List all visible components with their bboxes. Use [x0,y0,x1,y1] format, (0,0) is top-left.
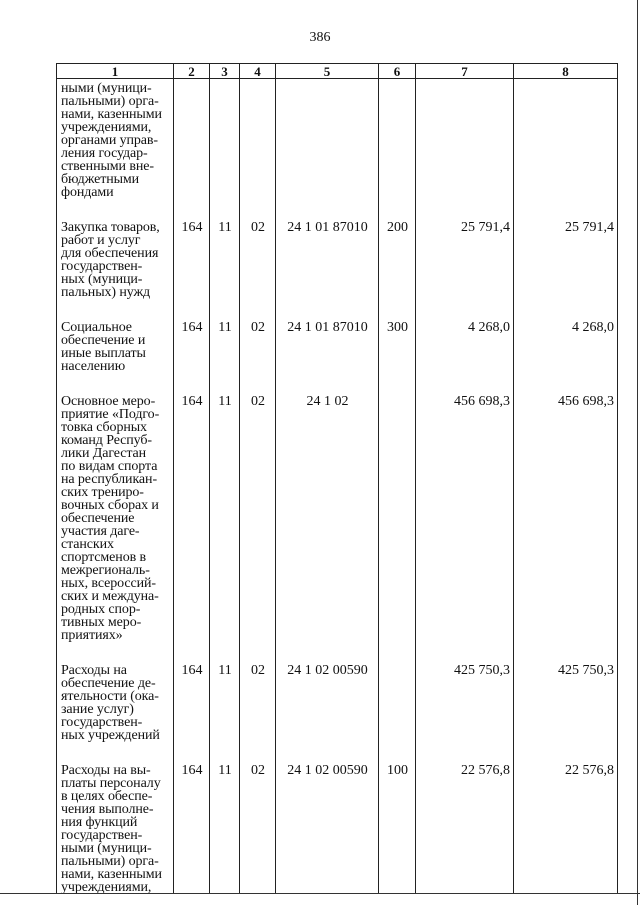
section-code: 11 [210,764,240,894]
spacer-cell [416,642,514,664]
description-line: иные выплаты [61,346,146,361]
description-line: спортсменов в [61,550,147,565]
description-line: Закупка товаров, [61,220,160,235]
description-line: ления государ- [61,146,148,161]
description-line: приятиях» [61,628,123,643]
row-description [57,79,174,200]
description-line: государствен- [61,828,143,843]
spacer-cell [379,299,416,321]
description-line: обеспечение [61,511,135,526]
description-line: товка сборных [61,420,147,435]
section-code: 11 [210,664,240,742]
page-edge-right [637,0,638,905]
subsection-code: 02 [240,664,276,742]
table-row [57,664,618,742]
spacer-cell [379,642,416,664]
spacer-cell [276,299,379,321]
amount-approved: 22 576,8 [416,764,514,894]
description-line: ских и междуна- [61,589,159,604]
description-line: учреждениями, [61,880,152,895]
description-line: нами, казенными [61,107,162,122]
description-line: фондами [61,185,114,200]
description-line: работ и услуг [61,233,141,248]
description-line: обеспечение и [61,333,146,348]
row-description [57,395,174,642]
description-line: команд Респуб- [61,433,152,448]
expense-type-code [379,79,416,200]
description-line: тивных меро- [61,615,142,630]
row-description [57,764,174,894]
description-line: чения выполне- [61,802,154,817]
description-line: пальными) орга- [61,94,159,109]
column-header: 6 [379,64,416,79]
ministry-code: 164 [174,764,210,894]
spacer-cell [416,742,514,764]
description-line: ными (муници- [61,81,152,96]
description-line: Основное меро- [61,394,156,409]
ministry-code: 164 [174,664,210,742]
target-article-code: 24 1 02 00590 [276,764,379,894]
spacer-cell [514,642,618,664]
description-line: обеспечение де- [61,676,156,691]
page-edge-bottom [0,893,640,894]
spacer-cell [379,373,416,395]
description-line: ных (муници- [61,272,143,287]
spacer-cell [379,742,416,764]
description-line: ных, всероссий- [61,576,156,591]
ministry-code: 164 [174,321,210,373]
description-line: ными (муници- [61,841,152,856]
amount-approved: 456 698,3 [416,395,514,642]
description-line: Социальное [61,320,132,335]
spacer-cell [240,373,276,395]
spacer-cell [276,373,379,395]
amount-total: 425 750,3 [514,664,618,742]
amount-total: 25 791,4 [514,221,618,299]
spacer-cell [276,742,379,764]
description-line: родных спор- [61,602,141,617]
subsection-code: 02 [240,395,276,642]
spacer-cell [240,199,276,221]
ministry-code: 164 [174,221,210,299]
description-line: бюджетными [61,172,140,187]
description-line: межрегиональ- [61,563,150,578]
description-line: Расходы на вы- [61,763,151,778]
subsection-code: 02 [240,764,276,894]
spacer-cell [379,199,416,221]
spacer-cell [416,299,514,321]
row-description [57,321,174,373]
spacer-cell [174,199,210,221]
expense-type-code: 200 [379,221,416,299]
target-article-code: 24 1 01 87010 [276,221,379,299]
description-line: ственными вне- [61,159,154,174]
target-article-code [276,79,379,200]
description-line: органами управ- [61,133,158,148]
description-line: учреждениями, [61,120,152,135]
target-article-code: 24 1 02 [276,395,379,642]
section-code: 11 [210,395,240,642]
description-line: приятие «Подго- [61,407,160,422]
table-row [57,79,618,200]
description-line: участия даге- [61,524,140,539]
spacer-cell [57,373,174,395]
description-line: пальных) нужд [61,285,151,300]
spacer-cell [57,199,174,221]
subsection-code: 02 [240,221,276,299]
column-header: 5 [276,64,379,79]
spacer-cell [57,742,174,764]
table-header-row [57,64,618,79]
spacer-cell [210,299,240,321]
description-line: Расходы на [61,663,127,678]
ministry-code: 164 [174,395,210,642]
table-row [57,764,618,894]
target-article-code: 24 1 01 87010 [276,321,379,373]
spacer-cell [57,299,174,321]
description-line: государствен- [61,715,143,730]
spacer-cell [210,199,240,221]
spacer-cell [514,199,618,221]
subsection-code: 02 [240,321,276,373]
description-line: по видам спорта [61,459,158,474]
description-line: лики Дагестан [61,446,147,461]
page-number: 386 [309,30,331,45]
row-description [57,221,174,299]
section-code [210,79,240,200]
subsection-code [240,79,276,200]
expense-type-code: 300 [379,321,416,373]
budget-table [56,63,618,894]
amount-total: 456 698,3 [514,395,618,642]
table-row [57,221,618,299]
spacer-cell [210,742,240,764]
description-line: нами, казенными [61,867,162,882]
amount-total [514,79,618,200]
column-header: 4 [240,64,276,79]
target-article-code: 24 1 02 00590 [276,664,379,742]
description-line: государствен- [61,259,143,274]
description-line: пальными) орга- [61,854,159,869]
description-line: населению [61,359,126,374]
column-header: 2 [174,64,210,79]
spacer-cell [174,742,210,764]
section-code: 11 [210,321,240,373]
row-spacer [57,299,618,321]
section-code: 11 [210,221,240,299]
spacer-cell [416,199,514,221]
spacer-cell [210,373,240,395]
amount-total: 22 576,8 [514,764,618,894]
table-body [57,79,618,895]
row-spacer [57,373,618,395]
spacer-cell [174,373,210,395]
amount-approved [416,79,514,200]
spacer-cell [276,199,379,221]
spacer-cell [416,373,514,395]
description-line: платы персоналу [61,776,161,791]
spacer-cell [240,742,276,764]
spacer-cell [57,642,174,664]
description-line: ятельности (ока- [61,689,159,704]
column-header: 7 [416,64,514,79]
description-line: ских трениро- [61,485,144,500]
amount-approved: 425 750,3 [416,664,514,742]
description-line: в целях обеспе- [61,789,153,804]
spacer-cell [240,299,276,321]
description-line: станских [61,537,114,552]
row-spacer [57,642,618,664]
spacer-cell [514,742,618,764]
spacer-cell [174,299,210,321]
expense-type-code [379,664,416,742]
ministry-code [174,79,210,200]
row-spacer [57,199,618,221]
table-row [57,395,618,642]
table-row [57,321,618,373]
amount-approved: 4 268,0 [416,321,514,373]
description-line: вочных сборах и [61,498,159,513]
description-line: ния функций [61,815,138,830]
spacer-cell [240,642,276,664]
description-line: зание услуг) [61,702,134,717]
spacer-cell [514,299,618,321]
column-header: 3 [210,64,240,79]
description-line: на республикан- [61,472,158,487]
description-line: для обеспечения [61,246,159,261]
description-line: ных учреждений [61,728,160,743]
amount-approved: 25 791,4 [416,221,514,299]
row-spacer [57,742,618,764]
spacer-cell [210,642,240,664]
spacer-cell [514,373,618,395]
expense-type-code: 100 [379,764,416,894]
spacer-cell [174,642,210,664]
column-header: 1 [57,64,174,79]
amount-total: 4 268,0 [514,321,618,373]
column-header: 8 [514,64,618,79]
row-description [57,664,174,742]
expense-type-code [379,395,416,642]
spacer-cell [276,642,379,664]
